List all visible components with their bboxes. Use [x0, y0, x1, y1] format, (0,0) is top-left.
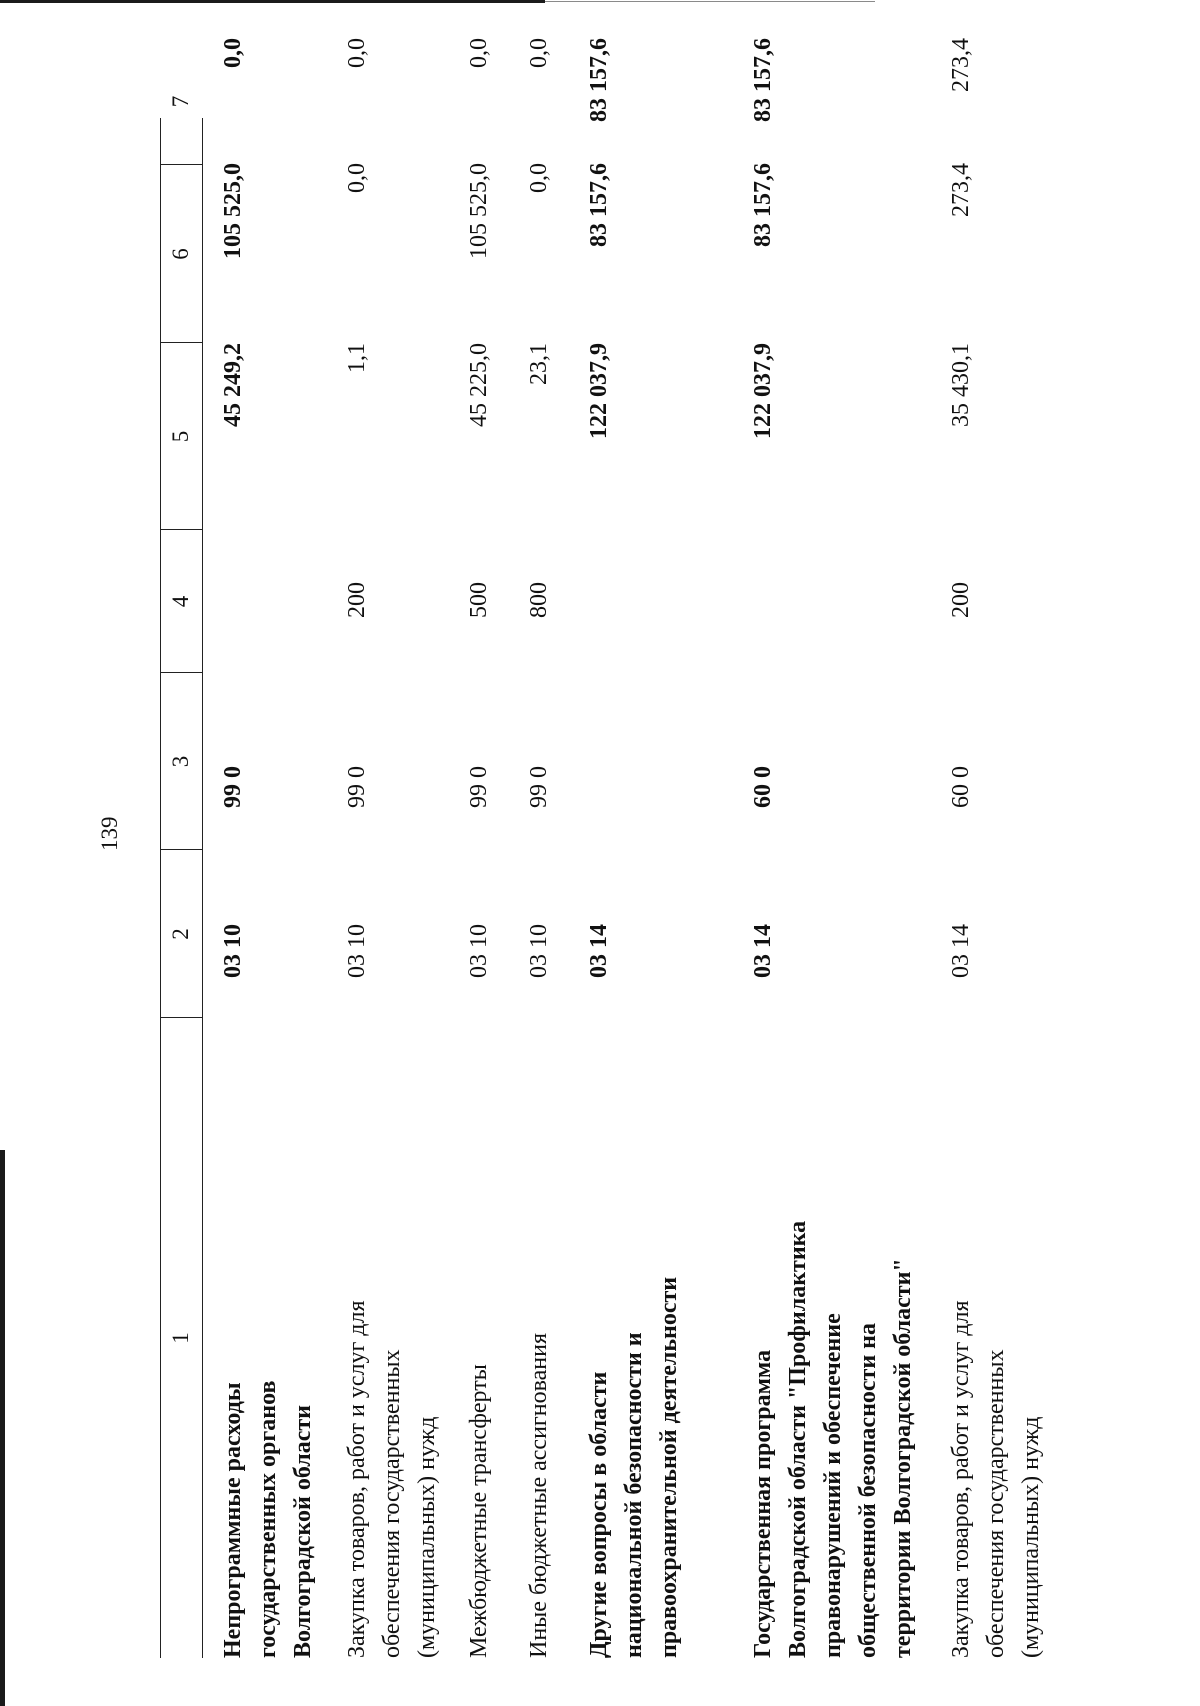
page-number: 139: [97, 816, 122, 851]
row-name: Другие вопросы в области национальной безопасности и правоохранительной деятельности: [586, 1276, 682, 1658]
row-name: Непрограммные расходы государственных органов Волгоградской области: [220, 1380, 316, 1658]
row-amount-6: 105 525,0: [220, 163, 246, 259]
row-amount-6: 273,4: [948, 163, 974, 217]
row-section: 03 14: [948, 924, 974, 978]
row-name: Межбюджетные трансферты: [466, 1364, 492, 1658]
row-expense-type: 800: [526, 582, 552, 618]
row-amount-6: 83 157,6: [586, 163, 612, 247]
row-section: 03 14: [586, 924, 612, 978]
row-target: 99 0: [466, 766, 492, 808]
row-expense-type: 200: [344, 582, 370, 618]
column-header-2: 2: [168, 928, 193, 940]
row-amount-6: 83 157,6: [750, 163, 776, 247]
row-amount-5: 122 037,9: [750, 343, 776, 439]
row-name: Закупка товаров, работ и услуг для обеспечения государственных (муниципальных) нужд: [344, 1300, 440, 1658]
row-section: 03 10: [344, 924, 370, 978]
header-top-rule: [160, 118, 161, 1658]
row-amount-7: 0,0: [526, 38, 552, 68]
row-name: Государственная программа Волгоградской области "Профилактика правонарушений и обеспечение общественной безопасности на территории Волгоградской области": [750, 1220, 916, 1658]
row-target: 60 0: [948, 766, 974, 808]
row-target: 99 0: [526, 766, 552, 808]
row-amount-6: 0,0: [344, 163, 370, 193]
scan-edge-left: [0, 1150, 5, 1706]
row-amount-7: 0,0: [220, 38, 246, 68]
column-header-3: 3: [168, 755, 193, 768]
row-amount-7: 0,0: [344, 38, 370, 68]
row-amount-5: 35 430,1: [948, 343, 974, 427]
column-header-4: 4: [168, 595, 193, 608]
budget-table: [160, 38, 1050, 1658]
row-amount-7: 83 157,6: [586, 38, 612, 122]
row-expense-type: 500: [466, 582, 492, 618]
row-section: 03 10: [466, 924, 492, 978]
row-amount-5: 45 225,0: [466, 343, 492, 427]
row-amount-5: 23,1: [526, 343, 552, 385]
column-header-1: 1: [168, 1332, 193, 1344]
row-amount-6: 105 525,0: [466, 163, 492, 259]
row-amount-6: 0,0: [526, 163, 552, 193]
row-section: 03 10: [526, 924, 552, 978]
scan-edge-top: [0, 0, 545, 3]
row-target: 60 0: [750, 766, 776, 808]
row-amount-5: 122 037,9: [586, 343, 612, 439]
column-header-5: 5: [168, 430, 193, 443]
row-amount-7: 83 157,6: [750, 38, 776, 122]
column-header-7: 7: [168, 95, 193, 108]
row-target: 99 0: [344, 766, 370, 808]
row-name: Иные бюджетные ассигнования: [526, 1333, 552, 1658]
row-section: 03 10: [220, 924, 246, 978]
header-bottom-rule: [202, 118, 203, 1658]
scan-edge-top-faint: [545, 1, 875, 2]
row-amount-7: 0,0: [466, 38, 492, 68]
row-amount-5: 1,1: [344, 343, 370, 373]
row-section: 03 14: [750, 924, 776, 978]
column-header-6: 6: [168, 248, 193, 260]
row-target: 99 0: [220, 766, 246, 808]
row-name: Закупка товаров, работ и услуг для обеспечения государственных (муниципальных) нужд: [948, 1300, 1044, 1658]
row-amount-5: 45 249,2: [220, 343, 246, 427]
row-amount-7: 273,4: [948, 38, 974, 92]
row-expense-type: 200: [948, 582, 974, 618]
